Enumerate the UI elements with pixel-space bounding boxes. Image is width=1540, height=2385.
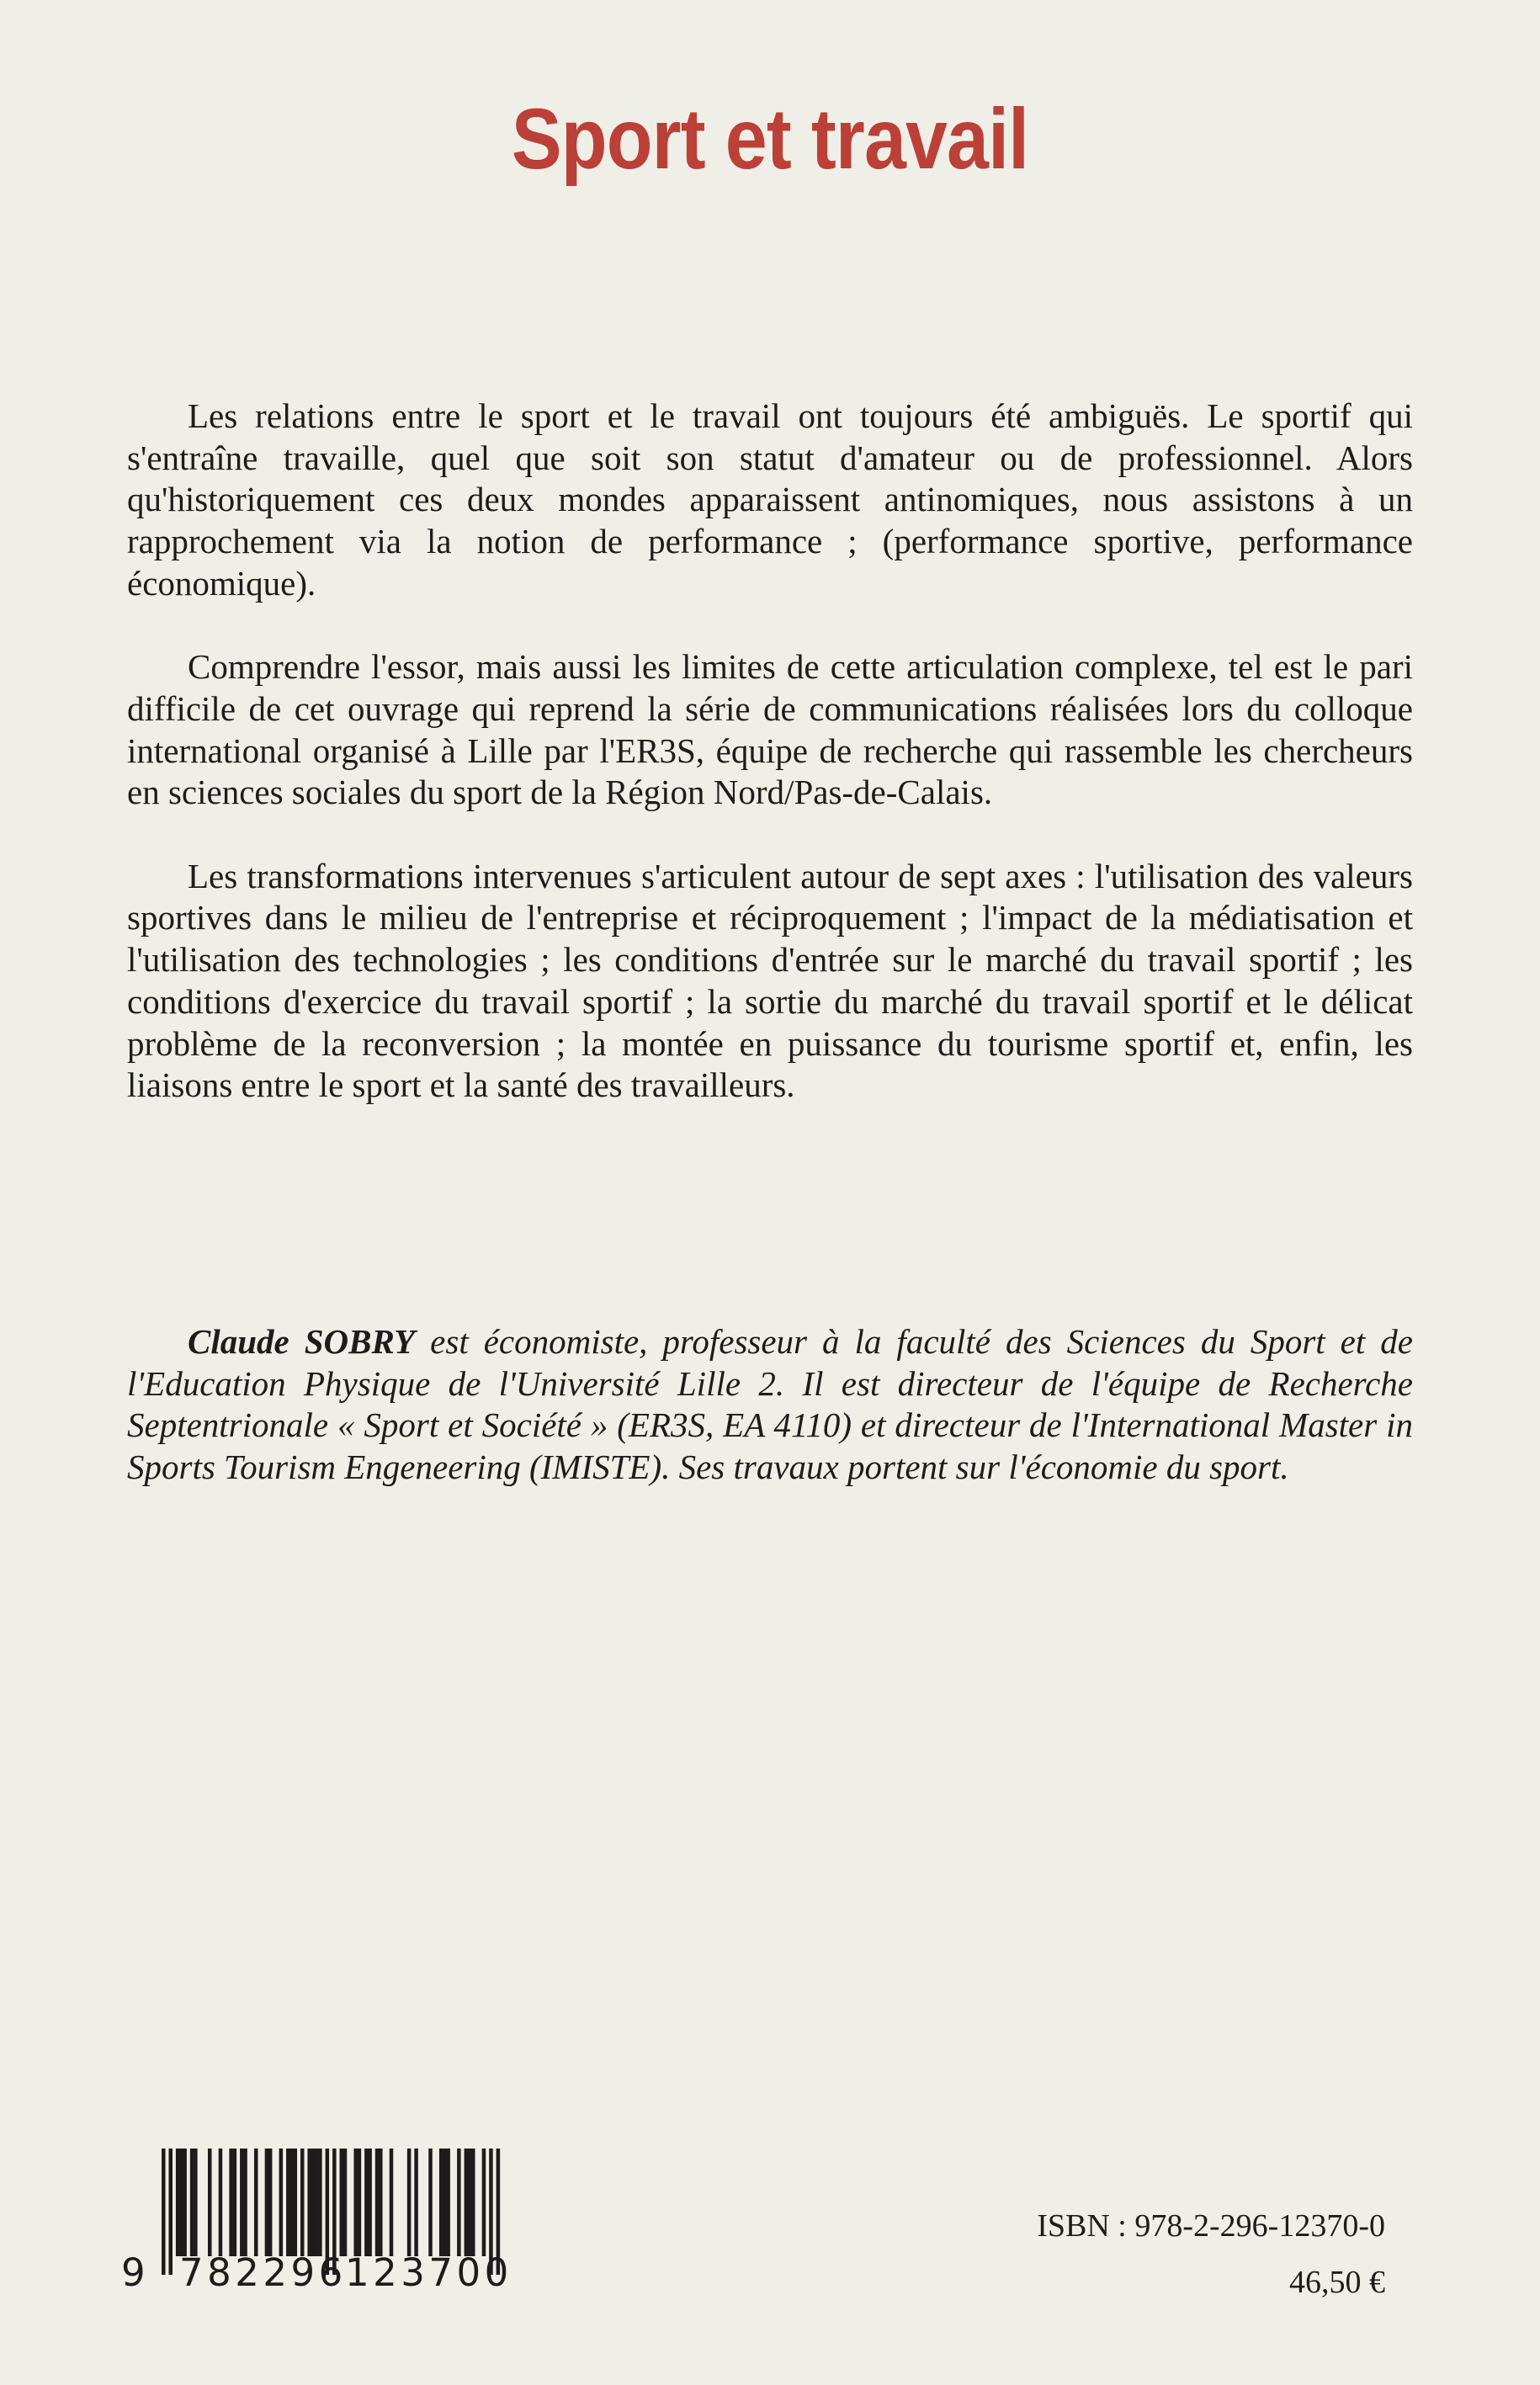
barcode-digit-first: 9 [121, 2250, 150, 2295]
author-name: Claude SOBRY [188, 1322, 416, 1361]
author-bio [127, 1321, 1413, 1489]
price: 46,50 € [1289, 2265, 1385, 2300]
author-bio-text: est économiste, professeur à la faculté des Sciences du Sport et de l'Education Physique de l'Université Lille 2. Il est directeur de l'équipe de Recherche Septentrionale « Sport et Société » (ER3S, EA 4110) et directeur de l'International Master in Sports Tourism Engeneering (IMISTE). Ses travaux portent sur l'économie du sport. [127, 1322, 1413, 1487]
summary-paragraph: Comprendre l'essor, mais aussi les limites de cette articulation complexe, tel est le pari difficile de cet ouvrage qui reprend la série de communications réalisées lors du colloque international organisé à Lille par l'ER3S, équipe de recherche qui rassemble les chercheurs en sciences sociales du sport de la Région Nord/Pas-de-Calais. [127, 647, 1413, 812]
summary-paragraph: Les transformations intervenues s'articulent autour de sept axes : l'utilisation des valeurs sportives dans le milieu de l'entreprise et réciproquement ; l'impact de la médiatisation et l'utilisation des technologies ; les conditions d'entrée sur le marché du travail sportif ; les conditions d'exercice du travail sportif ; la sortie du marché du travail sportif et le délicat problème de la reconversion ; la montée en puissance du tourisme sportif et, enfin, les liaisons entre le sport et la santé des travailleurs. [127, 856, 1413, 1105]
back-cover-summary [127, 396, 1413, 1149]
isbn: ISBN : 978-2-296-12370-0 [1037, 2208, 1385, 2244]
book-title: Sport et travail [511, 91, 1029, 187]
barcode-digits-left: 782296 [179, 2250, 347, 2295]
summary-paragraph: Les relations entre le sport et le travail ont toujours été ambiguës. Le sportif qui s'entraîne travaille, quel que soit son statut d'amateur ou de professionnel. Alors qu'historiquement ces deux mondes apparaissent antinomiques, nous assistons à un rapprochement via la notion de performance ; (performance sportive, performance économique). [127, 396, 1413, 603]
barcode-digits-right: 123700 [345, 2250, 512, 2295]
